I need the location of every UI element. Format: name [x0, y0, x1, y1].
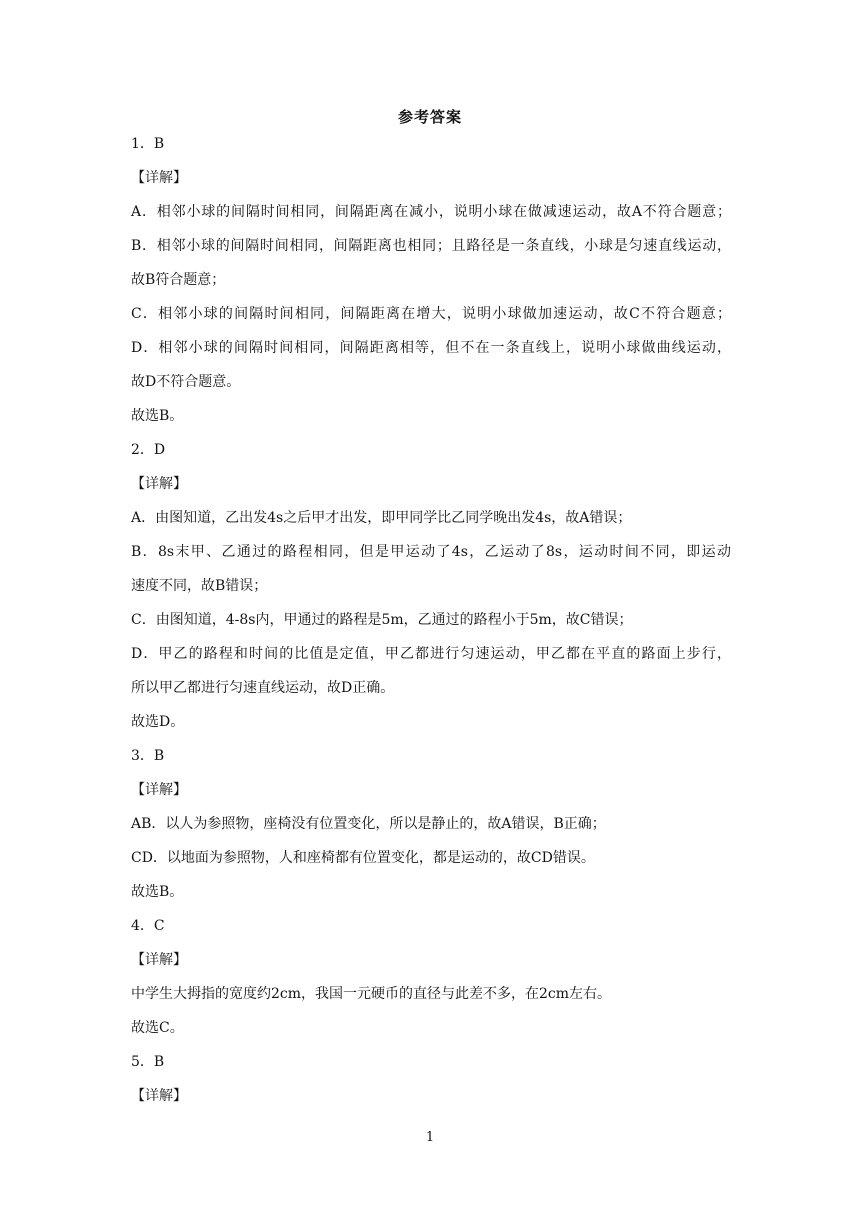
page-number: 1 — [425, 1130, 435, 1145]
explanation-line: B．相邻小球的间隔时间相同，间隔距离也相同；且路径是一条直线，小球是匀速直线运动， — [131, 238, 731, 254]
explanation-heading: 【详解】 — [131, 782, 187, 798]
explanation-heading: 【详解】 — [131, 476, 187, 492]
answer-number: 5．B — [131, 1054, 165, 1070]
answer-number: 4．C — [131, 918, 165, 934]
explanation-line: 故B符合题意； — [131, 272, 226, 288]
explanation-line: C．相邻小球的间隔时间相同，间隔距离在增大，说明小球做加速运动，故C不符合题意； — [131, 306, 731, 322]
answer-conclusion: 故选B。 — [131, 884, 184, 900]
answer-number: 3．B — [131, 748, 165, 764]
explanation-line: A．由图知道，乙出发4s之后甲才出发，即甲同学比乙同学晚出发4s，故A错误； — [131, 510, 632, 526]
answer-number: 2．D — [131, 442, 166, 458]
explanation-line: CD．以地面为参照物，人和座椅都有位置变化，都是运动的，故CD错误。 — [131, 850, 595, 866]
explanation-line: 中学生大拇指的宽度约2cm，我国一元硬币的直径与此差不多，在2cm左右。 — [131, 986, 612, 1002]
explanation-line: 所以甲乙都进行匀速直线运动，故D正确。 — [131, 680, 395, 696]
answer-number: 1．B — [131, 136, 165, 152]
explanation-heading: 【详解】 — [131, 952, 187, 968]
explanation-line: AB．以人为参照物，座椅没有位置变化，所以是静止的，故A错误，B正确； — [131, 816, 606, 832]
explanation-heading: 【详解】 — [131, 1088, 187, 1104]
answer-conclusion: 故选D。 — [131, 714, 185, 730]
page-title: 参考答案 — [397, 108, 462, 126]
answer-conclusion: 故选B。 — [131, 408, 184, 424]
explanation-line: B．8s末甲、乙通过的路程相同，但是甲运动了4s，乙运动了8s，运动时间不同，即运动 — [131, 544, 731, 560]
explanation-heading: 【详解】 — [131, 170, 187, 186]
explanation-line: 故D不符合题意。 — [131, 374, 241, 390]
explanation-line: D．甲乙的路程和时间的比值是定值，甲乙都进行匀速运动，甲乙都在平直的路面上步行， — [131, 646, 731, 662]
explanation-line: 速度不同，故B错误； — [131, 578, 268, 594]
explanation-line: A．相邻小球的间隔时间相同，间隔距离在减小，说明小球在做减速运动，故A不符合题意； — [131, 204, 731, 220]
answer-conclusion: 故选C。 — [131, 1020, 184, 1036]
explanation-line: C．由图知道，4-8s内，甲通过的路程是5m，乙通过的路程小于5m，故C错误； — [131, 612, 633, 628]
explanation-line: D．相邻小球的间隔时间相同，间隔距离相等，但不在一条直线上，说明小球做曲线运动， — [131, 340, 731, 356]
